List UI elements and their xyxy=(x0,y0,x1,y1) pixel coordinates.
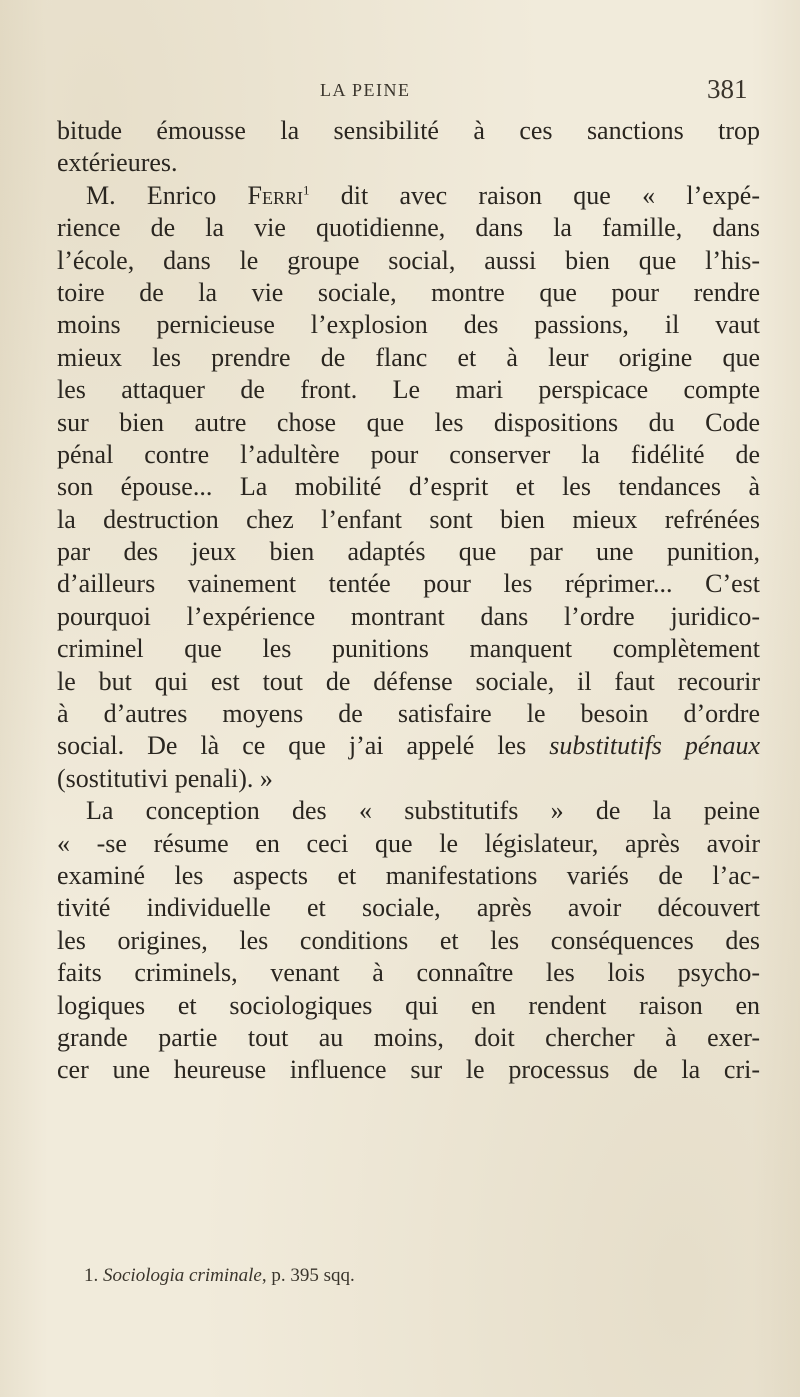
page-number: 381 xyxy=(707,74,748,104)
text-line: tivité individuelle et sociale, après avoir découvert xyxy=(57,893,760,923)
text-line: toire de la vie sociale, montre que pour rendre xyxy=(57,277,760,307)
text-line: grande partie tout au moins, doit chercher à exer- xyxy=(57,1022,760,1052)
text-line: les origines, les conditions et les conséquences des xyxy=(57,925,760,955)
text-fragment: social. De là ce que j’ai appelé les xyxy=(57,731,550,761)
footnote-ref: 1 xyxy=(302,182,310,198)
text-line: « -se résume en ceci que le législateur, après avoir xyxy=(57,828,760,858)
text-line: pourquoi l’expérience montrant dans l’ordre juridico- xyxy=(57,601,760,631)
text-line: pénal contre l’adultère pour conserver la fidélité de xyxy=(57,439,760,469)
text-line: extérieures. xyxy=(57,148,178,178)
text-line: sur bien autre chose que les dispositions du Code xyxy=(57,407,760,437)
text-line: criminel que les punitions manquent complètement xyxy=(57,634,760,664)
text-line: logiques et sociologiques qui en rendent raison en xyxy=(57,990,760,1020)
text-fragment: dit avec raison que « l’expé- xyxy=(309,180,760,210)
text-line: (sostitutivi penali). » xyxy=(57,763,273,793)
text-line: La conception des « substitutifs » de la peine xyxy=(86,796,760,826)
text-line xyxy=(57,730,760,762)
text-line: son épouse... La mobilité d’esprit et les tendances à xyxy=(57,472,760,502)
text-line: la destruction chez l’enfant sont bien mieux refrénées xyxy=(57,504,760,534)
italic-term: substitutifs pénaux xyxy=(549,731,760,761)
text-line: faits criminels, venant à connaître les lois psycho- xyxy=(57,958,760,988)
text-line: moins pernicieuse l’explosion des passions, il vaut xyxy=(57,310,760,340)
footnote-number: 1. xyxy=(84,1265,99,1286)
footnote xyxy=(84,1265,355,1287)
text-line: examiné les aspects et manifestations variés de l’ac- xyxy=(57,860,760,890)
text-line: les attaquer de front. Le mari perspicace compte xyxy=(57,375,760,405)
text-line: rience de la vie quotidienne, dans la famille, dans xyxy=(57,213,760,243)
text-line: cer une heureuse influence sur le processus de la cri- xyxy=(57,1055,760,1085)
running-head xyxy=(0,74,800,108)
text-line: l’école, dans le groupe social, aussi bien que l’his- xyxy=(57,245,760,275)
text-line: mieux les prendre de flanc et à leur origine que xyxy=(57,342,760,372)
text-line: à d’autres moyens de satisfaire le besoin d’ordre xyxy=(57,699,760,729)
running-title: LA PEINE xyxy=(320,80,411,100)
footnote-title: Sociologia criminale xyxy=(103,1265,262,1286)
footnote-ref-text: , p. 395 sqq. xyxy=(261,1265,355,1286)
text-line: le but qui est tout de défense sociale, il faut recourir xyxy=(57,666,760,696)
text-fragment: M. Enrico xyxy=(86,180,248,210)
text-line: bitude émousse la sensibilité à ces sanctions trop xyxy=(57,116,760,145)
author-name: Ferri xyxy=(247,180,303,210)
text-line: par des jeux bien adaptés que par une punition, xyxy=(57,537,760,567)
body-text xyxy=(57,115,760,1087)
text-line xyxy=(57,180,760,212)
text-line: d’ailleurs vainement tentée pour les réprimer... C’est xyxy=(57,569,760,599)
